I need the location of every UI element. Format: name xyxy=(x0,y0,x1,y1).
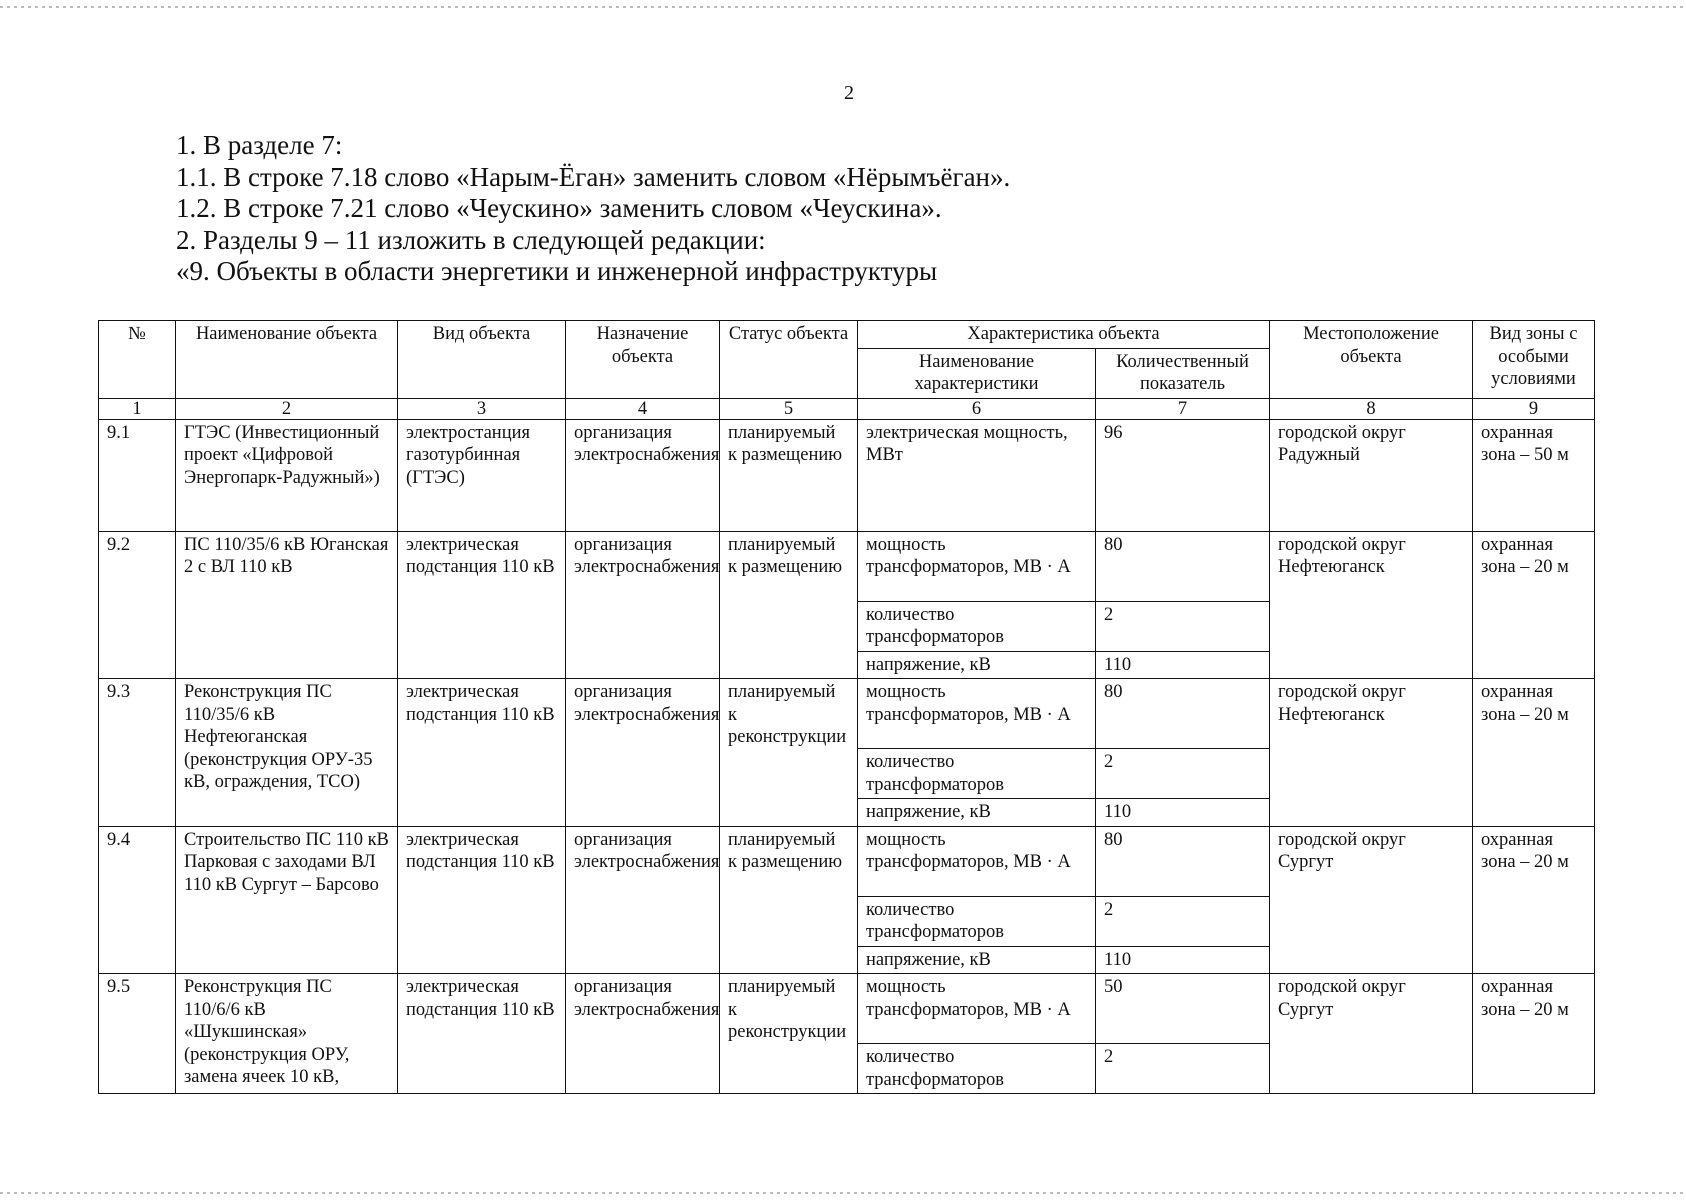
section-title: «9. Объекты в области энергетики и инженерной инфраструктуры xyxy=(176,256,938,286)
header-name: Наименование объекта xyxy=(176,321,398,399)
header-type: Вид объекта xyxy=(398,321,566,399)
header-num: № xyxy=(99,321,176,399)
char-name: мощность трансформаторов, МВ · А xyxy=(858,679,1096,749)
row-name: Реконструкция ПС 110/35/6 кВ Нефтеюганская (реконструкция ОРУ-35 кВ, ограждения, ТСО) xyxy=(176,679,398,827)
table-row xyxy=(99,974,1595,1044)
header-location: Местоположение объекта xyxy=(1270,321,1473,399)
column-number: 6 xyxy=(858,398,1096,419)
row-status: планируемый к реконструкции xyxy=(720,679,858,827)
row-name: ГТЭС (Инвестиционный проект «Цифровой Энергопарк-Радужный») xyxy=(176,419,398,531)
header-zone: Вид зоны с особыми условиями xyxy=(1473,321,1595,399)
row-num: 9.3 xyxy=(99,679,176,827)
char-value: 80 xyxy=(1096,531,1270,601)
scan-artifact-top xyxy=(0,6,1686,8)
row-name: Реконструкция ПС 110/6/6 кВ «Шукшинская» (реконструкция ОРУ, замена ячеек 10 кВ, xyxy=(176,974,398,1094)
row-num: 9.1 xyxy=(99,419,176,531)
char-name: количество трансформаторов xyxy=(858,1044,1096,1094)
intro-line: 2. Разделы 9 – 11 изложить в следующей редакции: xyxy=(176,224,766,255)
intro-line: 1.2. В строке 7.21 слово «Чеускино» заменить словом «Чеускина». xyxy=(176,193,942,223)
char-name: напряжение, кВ xyxy=(858,946,1096,974)
row-name: Строительство ПС 110 кВ Парковая с заходами ВЛ 110 кВ Сургут – Барсово xyxy=(176,826,398,974)
intro-line: 1. В разделе 7: xyxy=(176,130,343,160)
char-value: 110 xyxy=(1096,946,1270,974)
table-row xyxy=(99,531,1595,601)
row-type: электростанция газотурбинная (ГТЭС) xyxy=(398,419,566,531)
table-row xyxy=(99,419,1595,531)
row-location: городской округ Нефтеюганск xyxy=(1270,679,1473,827)
header-row xyxy=(99,321,1595,349)
column-number-row xyxy=(99,398,1595,419)
column-number: 2 xyxy=(176,398,398,419)
header-char-name: Наименование характеристики xyxy=(858,348,1096,398)
row-location: городской округ Радужный xyxy=(1270,419,1473,531)
header-characteristic: Характеристика объекта xyxy=(858,321,1270,349)
row-name: ПС 110/35/6 кВ Юганская 2 с ВЛ 110 кВ xyxy=(176,531,398,679)
char-value: 2 xyxy=(1096,749,1270,799)
row-location: городской округ Сургут xyxy=(1270,974,1473,1094)
char-name: электрическая мощность, МВт xyxy=(858,419,1096,531)
row-num: 9.5 xyxy=(99,974,176,1094)
infrastructure-table xyxy=(98,320,1595,1094)
row-type: электрическая подстанция 110 кВ xyxy=(398,826,566,974)
char-name: мощность трансформаторов, МВ · А xyxy=(858,826,1096,896)
char-value: 96 xyxy=(1096,419,1270,531)
column-number: 4 xyxy=(566,398,720,419)
char-value: 2 xyxy=(1096,601,1270,651)
column-number: 8 xyxy=(1270,398,1473,419)
row-location: городской округ Сургут xyxy=(1270,826,1473,974)
char-name: количество трансформаторов xyxy=(858,749,1096,799)
row-type: электрическая подстанция 110 кВ xyxy=(398,974,566,1094)
char-name: мощность трансформаторов, МВ · А xyxy=(858,531,1096,601)
row-zone: охранная зона – 20 м xyxy=(1473,679,1595,827)
char-name: количество трансформаторов xyxy=(858,601,1096,651)
row-purpose: организация электроснабжения xyxy=(566,974,720,1094)
char-value: 110 xyxy=(1096,651,1270,679)
page-number: 2 xyxy=(844,82,854,104)
row-status: планируемый к размещению xyxy=(720,419,858,531)
table-row xyxy=(99,826,1595,896)
char-name: мощность трансформаторов, МВ · А xyxy=(858,974,1096,1044)
row-status: планируемый к размещению xyxy=(720,531,858,679)
row-num: 9.2 xyxy=(99,531,176,679)
char-value: 50 xyxy=(1096,974,1270,1044)
row-purpose: организация электроснабжения xyxy=(566,826,720,974)
char-value: 110 xyxy=(1096,799,1270,827)
scan-artifact-bottom xyxy=(0,1192,1686,1194)
table-row xyxy=(99,679,1595,749)
row-purpose: организация электроснабжения xyxy=(566,679,720,827)
row-zone: охранная зона – 20 м xyxy=(1473,974,1595,1094)
row-num: 9.4 xyxy=(99,826,176,974)
amendment-text xyxy=(176,130,1010,288)
row-type: электрическая подстанция 110 кВ xyxy=(398,679,566,827)
row-status: планируемый к реконструкции xyxy=(720,974,858,1094)
column-number: 1 xyxy=(99,398,176,419)
column-number: 7 xyxy=(1096,398,1270,419)
row-purpose: организация электроснабжения xyxy=(566,419,720,531)
row-zone: охранная зона – 20 м xyxy=(1473,826,1595,974)
row-location: городской округ Нефтеюганск xyxy=(1270,531,1473,679)
char-value: 2 xyxy=(1096,896,1270,946)
column-number: 3 xyxy=(398,398,566,419)
intro-line: 1.1. В строке 7.18 слово «Нарым-Ёган» заменить словом «Нёрымъёган». xyxy=(176,161,1011,192)
row-status: планируемый к размещению xyxy=(720,826,858,974)
char-name: напряжение, кВ xyxy=(858,799,1096,827)
char-value: 80 xyxy=(1096,679,1270,749)
row-type: электрическая подстанция 110 кВ xyxy=(398,531,566,679)
char-name: напряжение, кВ xyxy=(858,651,1096,679)
char-value: 80 xyxy=(1096,826,1270,896)
column-number: 5 xyxy=(720,398,858,419)
header-status: Статус объекта xyxy=(720,321,858,399)
char-name: количество трансформаторов xyxy=(858,896,1096,946)
char-value: 2 xyxy=(1096,1044,1270,1094)
column-number: 9 xyxy=(1473,398,1595,419)
row-purpose: организация электроснабжения xyxy=(566,531,720,679)
row-zone: охранная зона – 20 м xyxy=(1473,531,1595,679)
header-purpose: Назначение объекта xyxy=(566,321,720,399)
header-char-value: Количественный показатель xyxy=(1096,348,1270,398)
row-zone: охранная зона – 50 м xyxy=(1473,419,1595,531)
